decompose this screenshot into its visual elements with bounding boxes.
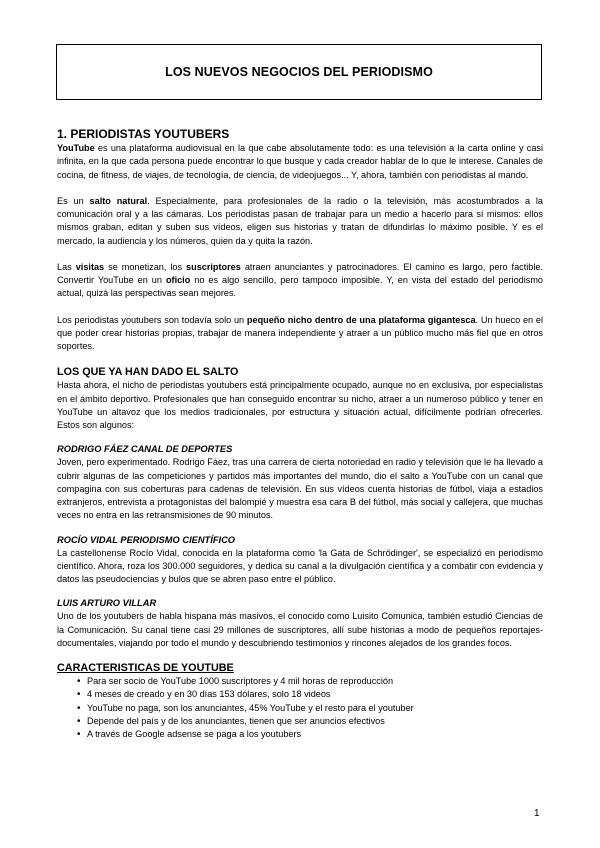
profile-text: Uno de los youtubers de habla hispana más masivos, el conocido como Luisito Comunica, también estudió Ciencias de la Comunicación. Su canal tiene casi 29 millones de suscriptores, allí sube historias a modo de pequeños reportajes-documentales, viajando por todo el mundo y descubriendo testimonios y rincones alejados de los grandes focos. [57,611,543,648]
profile-name: ROCÍO VIDAL PERIODISMO CIENTÍFICO [57,534,236,545]
profile-text: La castellonense Rocío Vidal, conocida en la plataforma como 'la Gata de Schrödinger', se especializó en periodismo científico. Ahora, roza los 300.000 seguidores, y dedica su canal a la divulgación científica y a combatir con evidencia y datos las pseudociencias y bulos que se abren paso entre el público. [57,547,543,584]
bold-youtube: YouTube [57,143,95,153]
paragraph-visitas: Las visitas se monetizan, los suscriptores atraen anunciantes y patrocinadores. El camino es largo, pero factible. Convertir YouTube en un oficio no es algo sencillo, pero tampoco imposible. Y, en vista del estado del periodismo actual, quizá las perspectivas sean mejores. [57,261,543,299]
document-title: LOS NUEVOS NEGOCIOS DEL PERIODISMO [165,65,433,79]
paragraph-youtube-intro: YouTube es una plataforma audiovisual en la que cabe absolutamente todo: es una televisión a la carta online y casi infinita, en la que cada persona puede encontrar lo que busque y cada creador hablar de lo que le interese. Canales de cocina, de fitness, de viajes, de tecnología, de ciencia, de videojuegos... Y, ahora, también con periodistas al mando. [57,143,543,180]
section-heading-salto: LOS QUE YA HAN DADO EL SALTO [57,366,239,379]
title-box [56,44,542,100]
profile-text: Joven, pero experimentado. Rodrigo Fáez, tras una carrera de cierta notoriedad en radio y televisión que le ha llevado a cubrir algunas de las competiciones y partidos más importantes del mundo, dio el salto a YouTube con un canal que compagina con sus coberturas para cadenas de televisión. En sus vídeos cuenta historias de fútbol, viaja a estadios extranjeros, entrevista a protagonistas del balompié y muestra esa cara B del fútbol, más social y callejera, que muchas veces no entra en las retransmisiones de 90 minutos. [57,457,543,521]
section-heading-youtubers: 1. PERIODISTAS YOUTUBERS [57,127,230,141]
list-item: • Depende del país y de los anunciantes, tienen que ser anuncios efectivos [79,715,543,728]
list-item: • A través de Google adsense se paga a los youtubers [79,728,543,741]
profile-name: RODRIGO FÁEZ CANAL DE DEPORTES [57,444,233,455]
paragraph-nicho: Los periodistas youtubers son todavía solo un pequeño nicho dentro de una plataforma gigantesca. Un hueco en el que poder crear historias propias, trabajar de manera independiente y atraer a un público mucho más fiel que en otros soportes. [57,314,543,351]
list-item: • 4 meses de creado y en 30 días 153 dólares, solo 18 videos [79,688,543,701]
paragraph-salto-natural: Es un salto natural. Especialmente, para profesionales de la radio o la televisión, más acostumbrados a la comunicación oral y a las cámaras. Los periodistas pasan de trabajar para un medio a hacerlo para sí mismos: ellos mismos graban, editan y suben sus vídeos, eligen sus historias y tratan de difundirlas lo máximo posible. Y es el mercado, la audiencia y los números, quien da y quita la razón. [57,195,543,246]
section-heading-caracteristicas: CARACTERISTICAS DE YOUTUBE [57,662,234,674]
page-number: 1 [534,808,540,819]
paragraph-salto-intro: Hasta ahora, el nicho de periodistas youtubers está principalmente ocupado, aunque no en exclusiva, por especialistas en el ámbito deportivo. Profesionales que han conseguido encontrar su nicho, atraer a un numeroso público y tener en YouTube un altavoz que los medios tradicionales, por estructura y situación actual, difícilmente podrían ofrecerles. Estos son algunos: [57,380,543,430]
document-body [57,127,543,741]
list-item: • YouTube no paga, son los anunciantes, 45% YouTube y el resto para el youtuber [79,702,543,715]
features-list [57,675,543,741]
list-item: • Para ser socio de YouTube 1000 suscriptores y 4 mil horas de reproducción [79,675,543,688]
profile-name: LUIS ARTURO VILLAR [57,598,157,609]
